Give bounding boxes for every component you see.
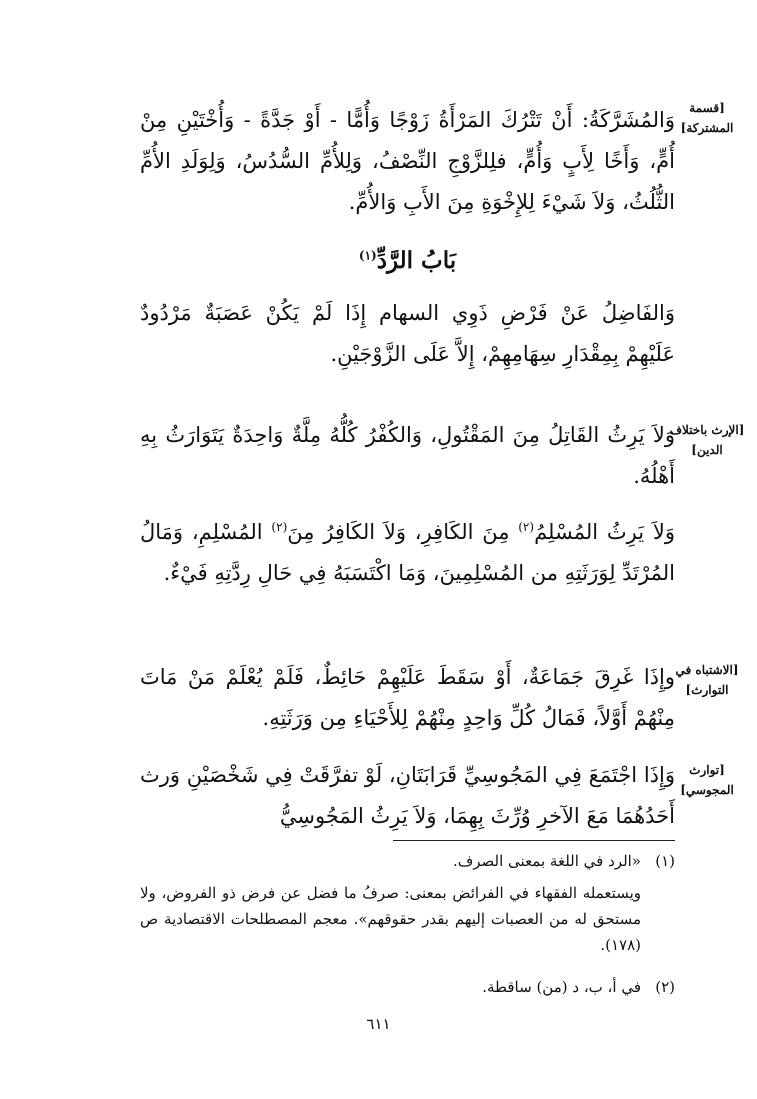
paragraph-muslim-part-b: مِنَ الكَافِرِ، وَلاَ الكَافِرُ مِنَ [287,520,519,544]
page-number: ٦١١ [366,1015,391,1033]
paragraph-qatil: وَلاَ يَرِثُ القَاتِلُ مِنَ المَقْتُولِ، وَالكُفْرُ كُلُّهُ مِلَّةٌ وَاحِدَةٌ يَتَوَارَثُ بِهِ أَهْلُهُ. [140,423,675,488]
footnote-2-number: (٢) [655,978,675,996]
footnote-ref-2b: (٢) [271,520,288,534]
footnote-1-continuation: ويستعمله الفقهاء في الفرائض بمعنى: صرفُ ما فضل عن فرض ذو الفروض، ولا مستحق له من العصبات إليهم بقدر حقوقهم». معجم المصطلحات الاقتصادية ص (١٧٨). [140,884,641,954]
margin-note-religion: [الإرث باختلاف الدين] [669,423,745,457]
margin-note-majusi: [توارث المجوسي] [680,763,734,797]
paragraph-muslim-part-a: وَلاَ يَرِثُ المُسْلِمُ [534,520,675,544]
paragraph-muslim-part-c: المُسْلِمِ، وَمَالُ المُرْتَدِّ لِوَرَثَتِهِ من المُسْلِمِينَ، وَمَا اكْتَسَبَهُ فِي حَالِ رِدَّتِهِ فَيْءٌ. [140,520,675,585]
paragraph-majusi: وَإِذَا اجْتَمَعَ فِي المَجُوسِيِّ قَرَابَتَانِ، لَوْ تفرَّقَتْ فِي شَخْصَيْنِ وَرث أَحَدُهُمَا مَعَ الآخرِ وُرِّثَ بِهِمَا، وَلاَ يَرِثُ المَجُوسِيُّ [140,763,675,828]
margin-note-mushtaraka: [قسمة المشتركة] [680,101,734,135]
footnote-1 [140,848,675,874]
paragraph-gharaq: وإِذَا غَرِقَ جَمَاعَةٌ، أَوْ سَقَطَ عَلَيْهِمْ حَائِطٌ، فَلَمْ يُعْلَمْ مَنْ مَاتَ مِنْهُمْ أَوَّلاً، فَمَالُ كُلِّ وَاحِدٍ مِنْهُمْ لِلأَحْيَاءِ مِن وَرَثَتِهِ. [140,665,675,730]
chapter-heading [140,247,675,274]
footnote-2-text: في أ، ب، د (من) ساقطة. [482,978,641,996]
footnote-ref-1: (١) [358,248,377,263]
footnote-separator [393,840,675,841]
footnote-ref-2a: (٢) [518,520,535,534]
chapter-title: بَابُ الرَّدِّ [376,247,457,274]
margin-note-doubt: [الاشتباه في التوارث] [675,663,739,697]
footnote-1-text: «الرد في اللغة بمعنى الصرف. [452,852,641,870]
footnote-2 [140,974,675,1000]
paragraph-mushtaraka: وَالمُشَرَّكَةُ: أَنْ تَتْرُكَ المَرْأَةُ زَوْجًا وَأُمًّا - أَوْ جَدَّةً - وَأُخْتَيْنِ مِنْ أُمٍّ، وَأَخًا لِأَبٍ وَأُمٍّ، فلِلزَّوْجِ النِّصْفُ، وَلِلأُمِّ السُّدُسُ، وَلِوَلَدِ الأُمِّ الثُّلُثُ، وَلاَ شَيْءَ لِلإِخْوَةِ مِنَ الأَبِ وَالأُمِّ. [140,108,675,214]
paragraph-radd: وَالفَاضِلُ عَنْ فَرْضِ ذَوِي السهام إِذَا لَمْ يَكُنْ عَصَبَةٌ مَرْدُودٌ عَلَيْهِمْ بِمِقْدَارِ سِهَامِهِمْ، إِلاَّ عَلَى الزَّوْجَيْنِ. [140,301,675,366]
paragraph-muslim [140,512,675,594]
footnote-1-number: (١) [655,852,675,870]
